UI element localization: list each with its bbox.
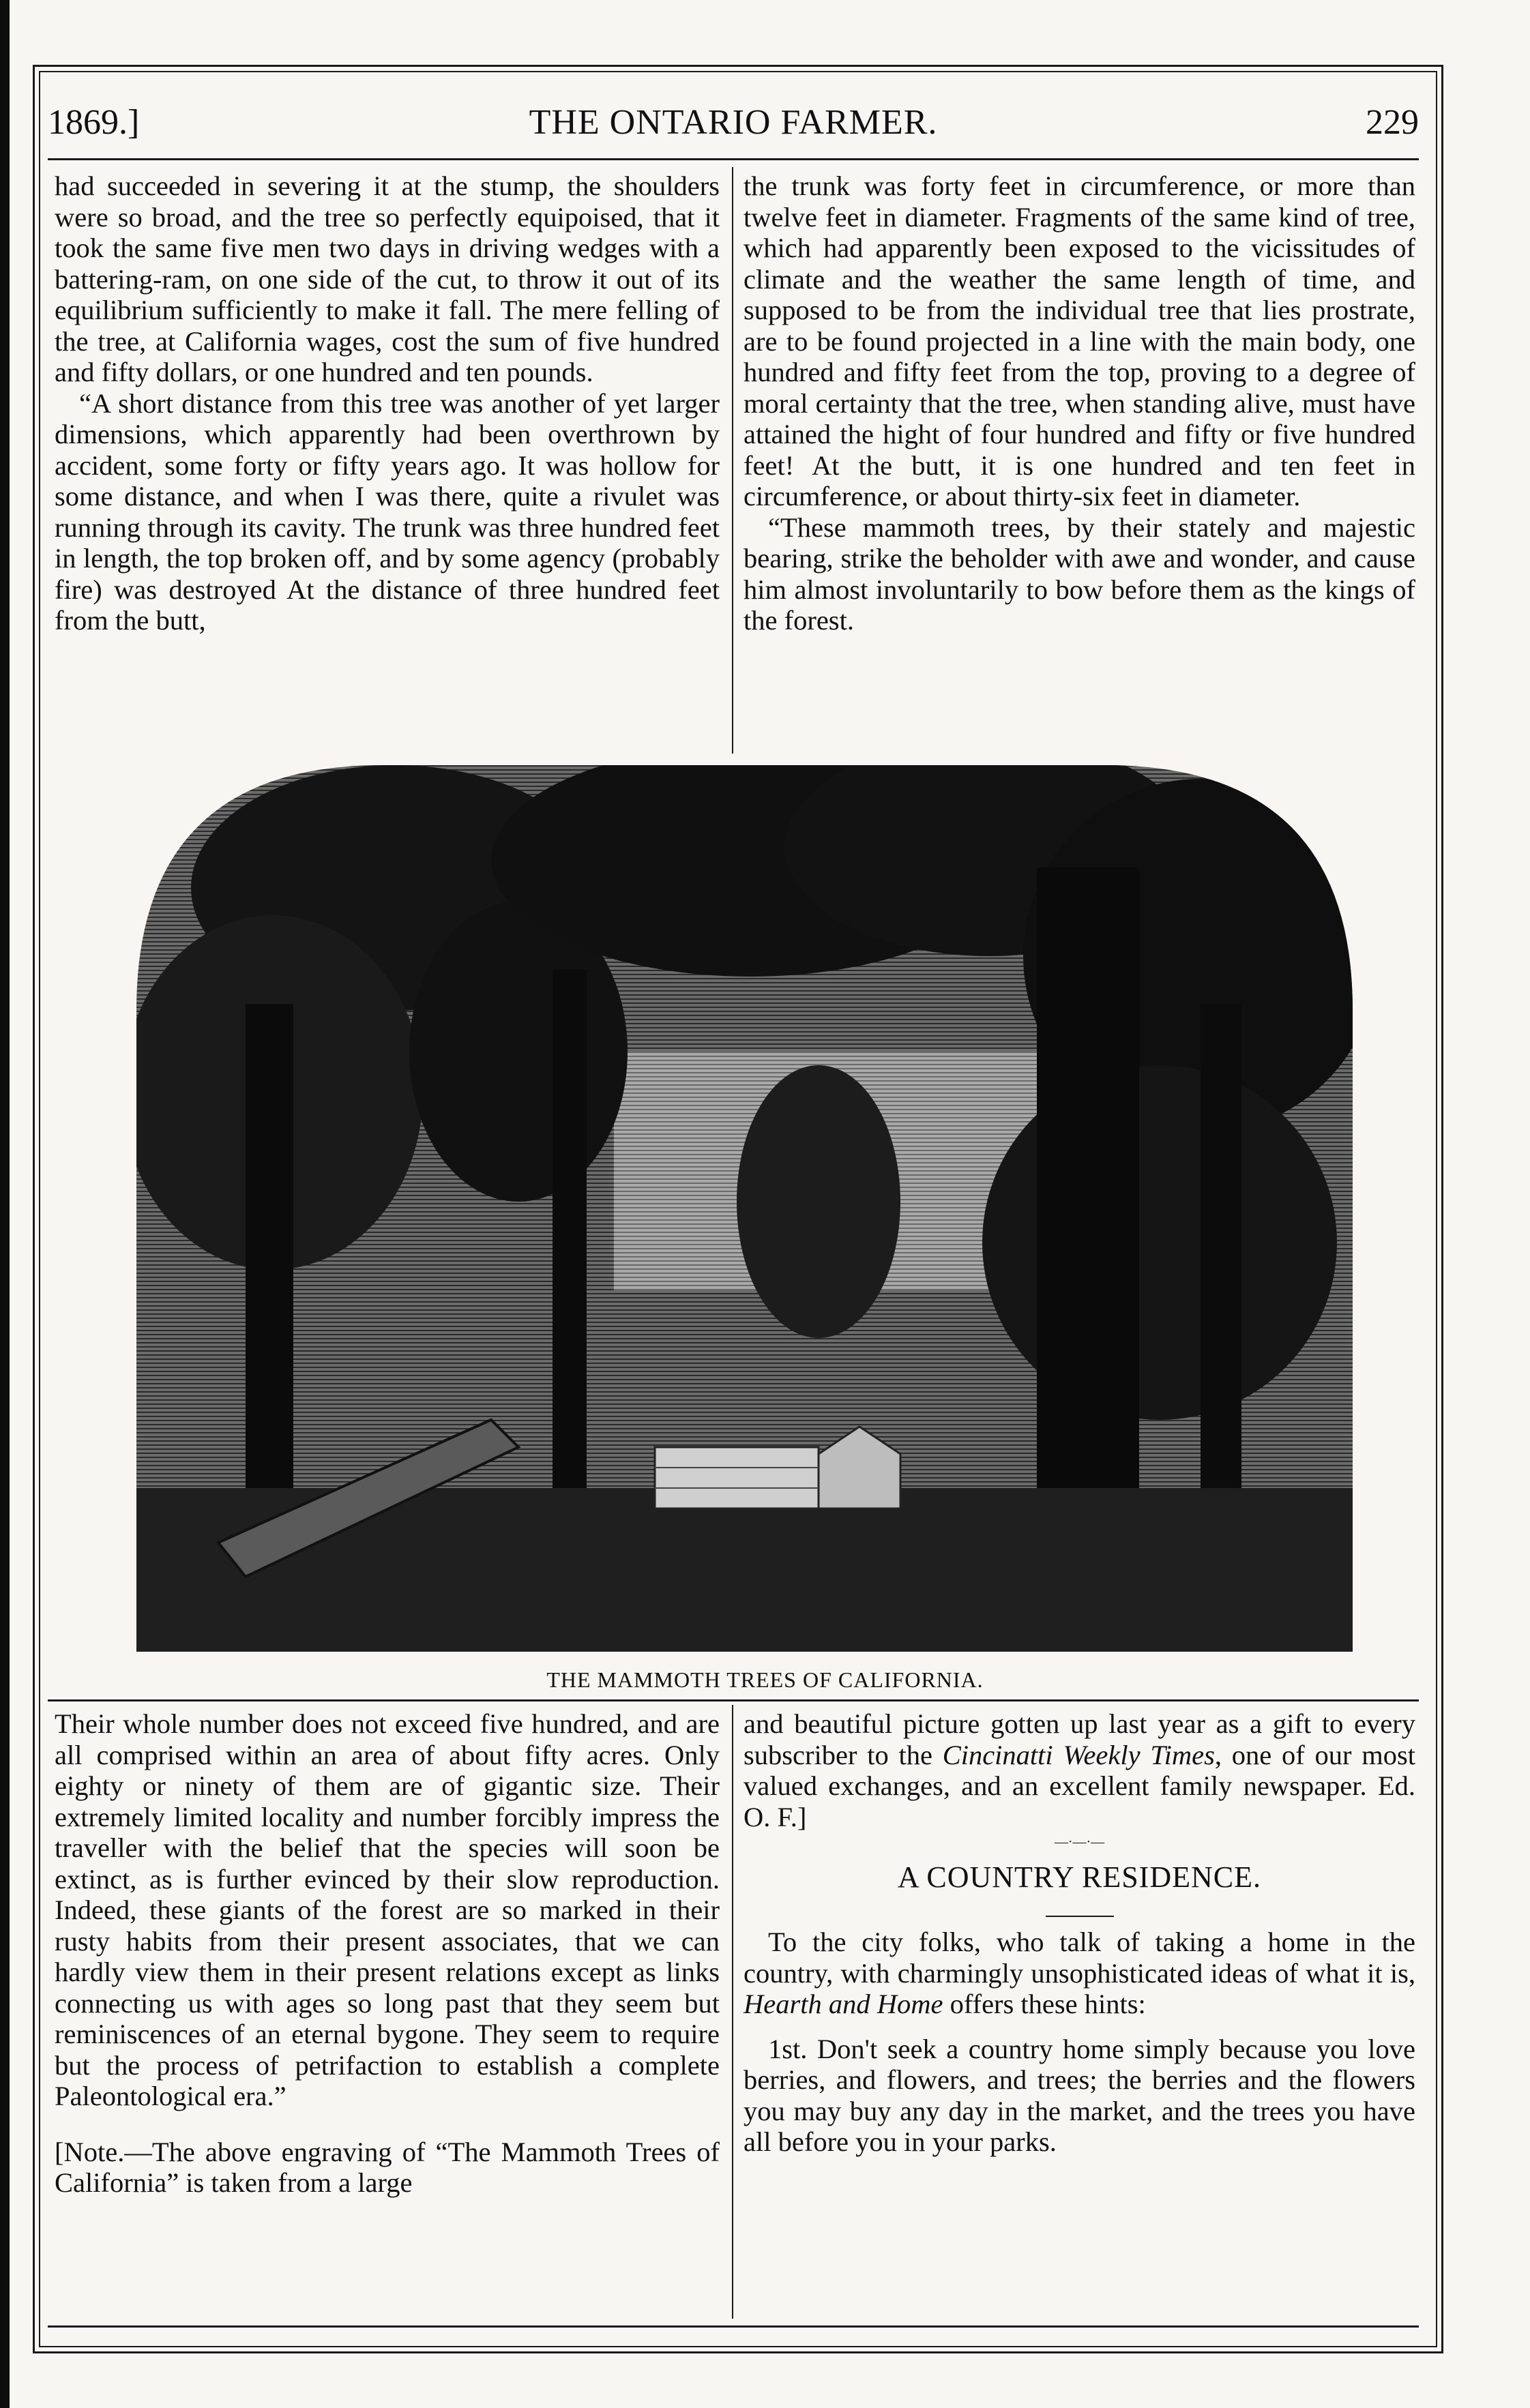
paragraph: “These mammoth trees, by their stately and majestic bearing, strike the beholder with awe and wonder, and cause him almost involuntarily to bow before them as the kings of the forest. — [744, 511, 1415, 636]
note-continuation — [744, 1708, 1415, 1832]
note-label: [Note. — [55, 2136, 125, 2167]
caption-rule — [48, 1699, 1419, 1701]
header-page-number: 229 — [1366, 103, 1419, 142]
scan-edge — [0, 0, 10, 2408]
bottom-left-column — [55, 1708, 720, 2199]
column-divider — [732, 167, 733, 754]
column-divider — [732, 1705, 733, 2319]
article-heading: A COUNTRY RESIDENCE. — [898, 1860, 1261, 1894]
intro-text: offers these hints: — [943, 1989, 1146, 2019]
top-left-column — [55, 170, 720, 636]
header-title: THE ONTARIO FARMER. — [529, 103, 938, 142]
header-year: 1869.] — [48, 103, 140, 142]
top-right-column — [744, 170, 1415, 636]
note-paragraph — [55, 2137, 720, 2199]
engraving-caption: THE MAMMOTH TREES OF CALIFORNIA. — [546, 1667, 984, 1692]
paragraph: the trunk was forty feet in circumference, or more than twelve feet in diameter. Fragments of the same kind of tree, which had apparently been exposed to the vicissitudes of climate and the weather the same length of time, and supposed to be from the individual tree that lies prostrate, are to be found projected in a line with the main body, one hundred and fifty feet from the top, proving to a degree of moral certainty that the tree, when standing alive, must have attained the hight of four hundred and fifty or five hundred feet! At the butt, it is one hundred and ten feet in circumference, or about thirty-six feet in diameter. — [744, 170, 1415, 511]
note-text: and beautiful picture gotten up last year as a gift to every subscriber to the — [744, 1708, 1415, 1770]
footer-rule — [48, 2325, 1419, 2328]
separator: —·—·— — [1054, 1834, 1105, 1849]
paragraph: had succeeded in severing it at the stump, the shoulders were so broad, and the tree so perfectly equipoised, that it took the same five men two days in driving wedges with a battering-ram, on one side of the cut, to throw it out of its equilibrium sufficiently to make it fall. The mere felling of the tree, at California wages, cost the sum of five hundred and fifty dollars, or one hundred and ten pounds. — [55, 170, 720, 387]
note-text: —The above engraving of “The Mammoth Trees of California” is taken from a large — [55, 2136, 720, 2198]
paragraph: Their whole number does not exceed five hundred, and are all comprised within an area of about fifty acres. Only eighty or ninety of them are of gigantic size. Their extremely limited locality and number forcibly impress the traveller with the belief that the species will soon be extinct, as is further evinced by their slow reproduction. Indeed, these giants of the forest are so marked in their rusty habits from their present associates, that we can hardly view them in their present relations except as links connecting us with ages so long past that they seem but reminiscences of an eternal bygone. They seem to require but the process of petrifaction to establish a complete Paleontological era.” — [55, 1708, 720, 2111]
newspaper-name: Cincinatti Weekly Times — [942, 1739, 1215, 1770]
intro-text: To the city folks, who talk of taking a home in the country, with charmingly unsophisticated ideas of what it is, — [744, 1927, 1415, 1989]
note-text: , one of our most valued exchanges, and an excellent family newspaper. Ed. O. F.] — [744, 1739, 1416, 1832]
page-header — [48, 95, 1419, 150]
publication-name: Hearth and Home — [744, 1989, 943, 2019]
mammoth-trees-engraving — [136, 765, 1353, 1652]
heading-rule — [1046, 1916, 1114, 1917]
bottom-right-column — [744, 1708, 1415, 2158]
header-rule — [48, 158, 1419, 160]
article-intro — [744, 1927, 1415, 2020]
list-item: 1st. Don't seek a country home simply because you love berries, and flowers, and trees; the berries and the flowers you may buy any day in the market, and the trees you have all before you in your parks. — [744, 2033, 1415, 2157]
paragraph: “A short distance from this tree was another of yet larger dimensions, which apparently had been overthrown by accident, some forty or fifty years ago. It was hollow for some distance, and when I was there, quite a rivulet was running through its cavity. The trunk was three hundred feet in length, the top broken off, and by some agency (probably fire) was destroyed At the distance of three hundred feet from the butt, — [55, 387, 720, 636]
